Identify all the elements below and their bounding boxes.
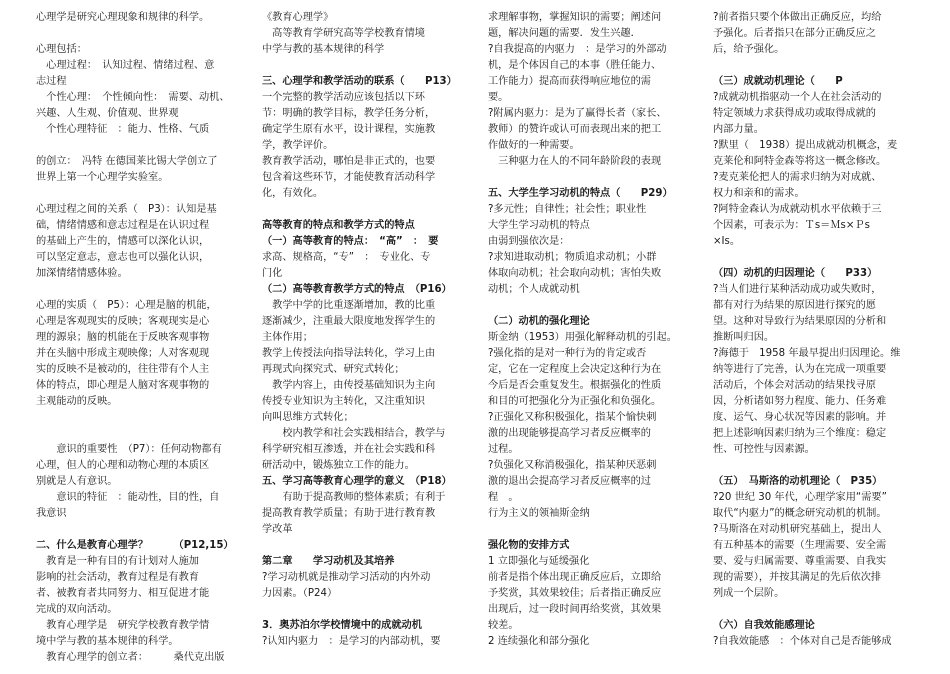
text-line: ?自我效能感 ：个体对自己是否能够成 xyxy=(713,636,892,647)
text-line: ?阿特金森认为成就动机水平依赖于三 xyxy=(713,204,882,215)
text-line: 要。 xyxy=(488,92,509,103)
text-line: ?附属内驱力：是为了赢得长者（家长、 xyxy=(488,108,667,119)
text-line: 化，有效化。 xyxy=(262,188,324,199)
text-line: 和目的可把强化分为正强化和负强化。 xyxy=(488,396,662,407)
text-line: 门化 xyxy=(262,268,283,279)
text-line: 取代“内驱力”的概念研究动机的机制。 xyxy=(713,508,887,519)
text-line: 完成的双向活动。 xyxy=(36,604,118,615)
text-line: （五） 马斯洛的动机理论（ P35） xyxy=(713,476,883,487)
text-line: 包含着这些环节，才能使教育活动科学 xyxy=(262,172,436,183)
text-line: 逐渐减少，注重最大限度地发挥学生的 xyxy=(262,316,436,327)
text-line: 现的需要），并按其满足的先后依次排 xyxy=(713,572,882,583)
blank-line xyxy=(713,458,913,474)
text-line: 《教育心理学》 xyxy=(262,12,334,23)
text-line: ?成就动机指驱动一个人在社会活动的 xyxy=(713,92,882,103)
text-line: 意识的特征 ：能动性，目的性，自 xyxy=(36,492,220,503)
text-line: 心理过程之间的关系（ P3）：认知是基 xyxy=(36,204,217,215)
text-line: 予奖赏，其效果较佳；后者指正确反应 xyxy=(488,588,662,599)
text-line: 者、被教育者共同努力、相互促进才能 xyxy=(36,588,210,599)
text-line: 世界上第一个心理学实验室。 xyxy=(36,172,169,183)
text-line: 后，给予强化。 xyxy=(713,44,785,55)
text-line: 内部力量。 xyxy=(713,124,764,135)
text-line: 学改革 xyxy=(262,524,293,535)
text-line: 斯金纳（1953）用强化解释动机的引起。 xyxy=(488,332,677,343)
text-line: 有助于提高教师的整体素质；有利于 xyxy=(262,492,446,503)
text-line: ×Is。 xyxy=(713,236,741,247)
column-1 xyxy=(36,10,236,666)
text-line: 并在头脑中形成主观映像；人对客观现 xyxy=(36,348,210,359)
text-line: 科学研究相互渗透，并在社会实践和科 xyxy=(262,444,436,455)
text-line: 的创立： 冯特 在德国莱比锡大学创立了 xyxy=(36,156,218,167)
text-line: 志过程 xyxy=(36,76,67,87)
blank-line xyxy=(262,602,466,618)
text-line: 的基础上产生的，情感可以深化认识， xyxy=(36,236,210,247)
text-line: 求理解事物，掌握知识的需要；阐述问 xyxy=(488,12,662,23)
blank-line xyxy=(36,138,236,154)
text-line: 机，是个体因自己的本事（胜任能力、 xyxy=(488,60,662,71)
text-line: 3．奥苏泊尔学校情境中的成就动机 xyxy=(262,620,422,631)
text-line: 要、爱与归属需要、尊重需要、自我实 xyxy=(713,556,887,567)
text-line: ?当人们进行某种活动成功或失败时， xyxy=(713,284,882,295)
text-line: 前者是指个体出现正确反应后，立即给 xyxy=(488,572,662,583)
text-line: 度、运气、身心状况等因素的影响。并 xyxy=(713,412,887,423)
text-line: 教育教学活动，哪怕是非正式的，也要 xyxy=(262,156,436,167)
text-line: 大学生学习动机的特点 xyxy=(488,220,590,231)
text-line: 心理学是研究心理现象和规律的科学。 xyxy=(36,12,210,23)
text-line: 今后是否会重复发生。根据强化的性质 xyxy=(488,380,662,391)
column-3 xyxy=(488,10,696,650)
text-line: 过程。 xyxy=(488,444,519,455)
text-line: 强化物的安排方式 xyxy=(488,540,570,551)
text-line: （二）高等教育教学方式的特点 （P16） xyxy=(262,284,452,295)
text-line: 纳等进行了完善，认为在完成一项重要 xyxy=(713,364,887,375)
text-line: 主观能动的反映。 xyxy=(36,396,118,407)
blank-line xyxy=(262,202,466,218)
text-line: 激的退出会提高学习者反应概率的过 xyxy=(488,476,651,487)
text-line: ?负强化又称消极强化，指某种厌恶刺 xyxy=(488,460,657,471)
text-line: 教育是一种有目的有计划对人施加 xyxy=(36,556,199,567)
text-line: 影响的社会活动，教育过程是有教育 xyxy=(36,572,199,583)
text-line: 个因素，可表示为：Ｔs＝Ｍs×Ｐs xyxy=(713,220,870,231)
text-line: （四）动机的归因理论（ P33） xyxy=(713,268,878,279)
text-line: 求高、规格高，“专” ： 专业化、专 xyxy=(262,252,431,263)
text-line: 克莱伦和阿特金森等将这一概念修改。 xyxy=(713,156,887,167)
text-line: 激的出现能够提高学习者反应概率的 xyxy=(488,428,651,439)
text-line: ?强化指的是对一种行为的肯定或否 xyxy=(488,348,647,359)
text-line: 动机；个人成就动机 xyxy=(488,284,580,295)
text-line: 性、可控性与因素源。 xyxy=(713,444,815,455)
column-2 xyxy=(262,10,466,650)
text-line: 列成一个层阶。 xyxy=(713,588,785,599)
blank-line xyxy=(713,58,913,74)
text-line: 三种驱力在人的不同年龄阶段的表现 xyxy=(488,156,662,167)
text-line: 工作能力）提高而获得响应地位的需 xyxy=(488,76,651,87)
text-line: 个性心理特征 ：能力、性格、气质 xyxy=(36,124,210,135)
text-line: 行为主义的领袖斯金纳 xyxy=(488,508,590,519)
text-line: ?默里（ 1938）提出成就动机概念，麦 xyxy=(713,140,898,151)
text-line: 2 连续强化和部分强化 xyxy=(488,636,590,647)
text-line: 再现式向探究式、研究式转化； xyxy=(262,364,405,375)
text-line: 予强化。后者指只在部分正确反应之 xyxy=(713,28,876,39)
text-line: 教师）的赞许或认可而表现出来的把工 xyxy=(488,124,662,135)
text-line: 教育心理学的创立者： 桑代克出版 xyxy=(36,652,225,663)
text-line: 权力和亲和的需求。 xyxy=(713,188,805,199)
text-line: 二、什么是教育心理学？ （P12,15） xyxy=(36,540,234,551)
blank-line xyxy=(36,522,236,538)
text-line: 础，情绪情感和意志过程是在认识过程 xyxy=(36,220,210,231)
text-line: 别就是人有意识。 xyxy=(36,476,118,487)
blank-line xyxy=(36,410,236,426)
text-line: 活动后，个体会对活动的结果找寻原 xyxy=(713,380,876,391)
text-line: 实的反映不是被动的，往往带有个人主 xyxy=(36,364,210,375)
text-line: 主体作用； xyxy=(262,332,313,343)
text-line: ?认知内驱力 ：是学习的内部动机，要 xyxy=(262,636,441,647)
blank-line xyxy=(36,282,236,298)
text-line: （一）高等教育的特点： “高” ： 要 xyxy=(262,236,439,247)
text-line: 高等教育学研究高等学校教育情境 xyxy=(262,28,425,39)
text-line: 个性心理： 个性倾向性： 需要、动机、 xyxy=(36,92,230,103)
text-line: 向叫思维方式转化； xyxy=(262,412,354,423)
column-4 xyxy=(713,10,913,650)
text-line: ?20 世纪 30 年代，心理学家用“需要” xyxy=(713,492,887,503)
text-line: 心理过程： 认知过程、情绪过程、意 xyxy=(36,60,215,71)
text-line: （六）自我效能感理论 xyxy=(713,620,815,631)
text-line: 提高教育教学质量；有助于进行教育教 xyxy=(262,508,436,519)
text-line: 传授专业知识为主转化，又注重知识 xyxy=(262,396,425,407)
text-line: 心理，但人的心理和动物心理的本质区 xyxy=(36,460,210,471)
text-line: 意识的重要性 （P7）：任何动物都有 xyxy=(36,444,222,455)
text-line: 出现后，过一段时间再给奖赏，其效果 xyxy=(488,604,662,615)
text-line: 作做好的一种需要。 xyxy=(488,140,580,151)
text-line: （三）成就动机理论（ P xyxy=(713,76,843,87)
text-line: 特定领域力求获得成功或取得成就的 xyxy=(713,108,876,119)
text-line: 三、心理学和教学活动的联系（ P13） xyxy=(262,76,457,87)
text-line: ?自我提高的内驱力 ：是学习的外部动 xyxy=(488,44,667,55)
text-line: 有五种基本的需要（生理需要、安全需 xyxy=(713,540,887,551)
text-line: 校内教学和社会实践相结合，教学与 xyxy=(262,428,446,439)
text-line: 加深情绪情感体验。 xyxy=(36,268,128,279)
text-line: 教学中学的比重逐渐增加，教的比重 xyxy=(262,300,436,311)
text-line: 确定学生原有水平，设计课程，实施教 xyxy=(262,124,436,135)
text-line: 五、学习高等教育心理学的意义 （P18） xyxy=(262,476,452,487)
text-line: 我意识 xyxy=(36,508,67,519)
text-line: ?前者指只要个体做出正确反应，均给 xyxy=(713,12,882,23)
text-line: 中学与教的基本规律的科学 xyxy=(262,44,385,55)
text-line: ?正强化又称积极强化，指某个愉快刺 xyxy=(488,412,657,423)
text-line: 学，教学评价。 xyxy=(262,140,334,151)
text-line: 体的特点，即心理是人脑对客观事物的 xyxy=(36,380,210,391)
text-line: 较差。 xyxy=(488,620,519,631)
text-line: ?多元性；自律性；社会性；职业性 xyxy=(488,204,647,215)
blank-line xyxy=(488,522,696,538)
text-line: 由弱到强依次是： xyxy=(488,236,570,247)
text-line: 程 。 xyxy=(488,492,519,503)
blank-line xyxy=(36,426,236,442)
blank-line xyxy=(262,538,466,554)
text-line: 体取向动机；社会取向动机；害怕失败 xyxy=(488,268,662,279)
text-line: 教育心理学是 研究学校教育教学情 xyxy=(36,620,210,631)
blank-line xyxy=(713,250,913,266)
blank-line xyxy=(488,170,696,186)
text-line: （二）动机的强化理论 xyxy=(488,316,590,327)
text-line: 望。这种对导致行为结果原因的分析和 xyxy=(713,316,887,327)
text-line: 1 立即强化与延缓强化 xyxy=(488,556,590,567)
text-line: 研活动中，锻炼独立工作的能力。 xyxy=(262,460,415,471)
text-line: 一个完整的教学活动应该包括以下环 xyxy=(262,92,425,103)
text-line: 推断叫归因。 xyxy=(713,332,775,343)
text-line: 题，解决问题的需要．发生兴趣． xyxy=(488,28,641,39)
text-line: 理的源泉；脑的机能在于反映客观事物 xyxy=(36,332,210,343)
text-line: 把上述影响因素归纳为三个维度：稳定 xyxy=(713,428,887,439)
blank-line xyxy=(36,26,236,42)
text-line: 高等教育的特点和教学方式的特点 xyxy=(262,220,415,231)
text-line: 第二章 学习动机及其培养 xyxy=(262,556,395,567)
text-line: 教学内容上，由传授基础知识为主向 xyxy=(262,380,436,391)
text-line: 教学上传授法向指导法转化，学习上由 xyxy=(262,348,436,359)
text-line: ?海德于 1958 年最早提出归因理论。维 xyxy=(713,348,901,359)
text-line: 心理是客观现实的反映；客观现实是心 xyxy=(36,316,210,327)
text-line: 节：明确的教学目标，教学任务分析， xyxy=(262,108,436,119)
text-line: ?求知进取动机；物质追求动机；小群 xyxy=(488,252,657,263)
text-line: ?麦克莱伦把人的需求归纳为对成就、 xyxy=(713,172,882,183)
text-line: 心理的实质（ P5）：心理是脑的机能， xyxy=(36,300,217,311)
blank-line xyxy=(36,186,236,202)
text-line: 都有对行为结果的原因进行探究的愿 xyxy=(713,300,876,311)
text-line: 力因素。（P24） xyxy=(262,588,338,599)
text-line: 心理包括： xyxy=(36,44,87,55)
text-line: 可以坚定意志，意志也可以强化认识， xyxy=(36,252,210,263)
text-line: 兴趣、人生观、价值观、世界观 xyxy=(36,108,179,119)
text-line: ?学习动机就是推动学习活动的内外动 xyxy=(262,572,431,583)
blank-line xyxy=(713,602,913,618)
blank-line xyxy=(488,298,696,314)
text-line: ?马斯洛在对动机研究基础上，提出人 xyxy=(713,524,882,535)
blank-line xyxy=(262,58,466,74)
text-line: 因，分析诸如努力程度、能力、任务难 xyxy=(713,396,887,407)
text-line: 五、大学生学习动机的特点（ P29） xyxy=(488,188,673,199)
text-line: 定，它在一定程度上会决定这种行为在 xyxy=(488,364,662,375)
text-line: 境中学与教的基本规律的科学。 xyxy=(36,636,179,647)
